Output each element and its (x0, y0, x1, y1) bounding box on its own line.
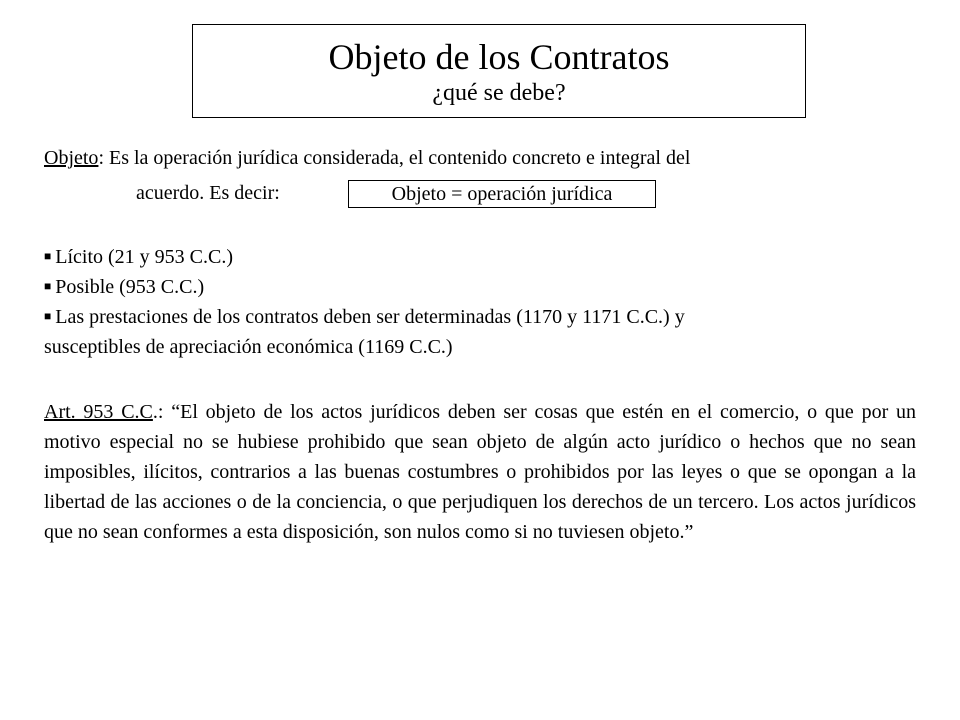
definition-box: Objeto = operación jurídica (348, 180, 656, 208)
square-bullet-icon: ■ (44, 249, 52, 263)
list-item-continuation: susceptibles de apreciación económica (1169 C.C.) (44, 336, 453, 358)
list-item-prestaciones (44, 304, 685, 332)
article-text: “El objeto de los actos jurídicos deben ser cosas que estén en el comercio, o que por un motivo especial no se hubiese prohibido que sean objeto de algún acto jurídico o hechos que no sean imposibles, ilícitos, contrarios a las buenas costumbres o prohibidos por las leyes o que se opongan a la libertad de las acciones o de la conciencia, o que perjudiquen los derechos de un tercero. Los actos jurídicos que no sean conformes a esta disposición, son nulos como si no tuviesen objeto.” (44, 401, 917, 543)
list-item-text: Lícito (21 y 953 C.C.) (55, 246, 234, 268)
definition-text: : Es la operación jurídica considerada, el contenido concreto e integral del (98, 147, 691, 169)
definition-term: Objeto (44, 147, 99, 169)
list-item-text: Las prestaciones de los contratos deben ser determinadas (1170 y 1171 C.C.) y (55, 306, 685, 328)
article-separator: .: (152, 401, 172, 423)
list-item-licito (44, 244, 233, 272)
article-paragraph (44, 397, 916, 547)
page-subtitle: ¿qué se debe? (432, 80, 566, 106)
definition-line-2: acuerdo. Es decir: (136, 182, 280, 204)
definition-line-1 (44, 145, 690, 171)
square-bullet-icon: ■ (44, 309, 52, 323)
article-reference: Art. 953 C.C (44, 401, 153, 423)
title-box (192, 24, 806, 118)
list-item-posible (44, 274, 204, 302)
list-item-text: Posible (953 C.C.) (55, 276, 205, 298)
square-bullet-icon: ■ (44, 279, 52, 293)
page-title: Objeto de los Contratos (328, 37, 670, 77)
